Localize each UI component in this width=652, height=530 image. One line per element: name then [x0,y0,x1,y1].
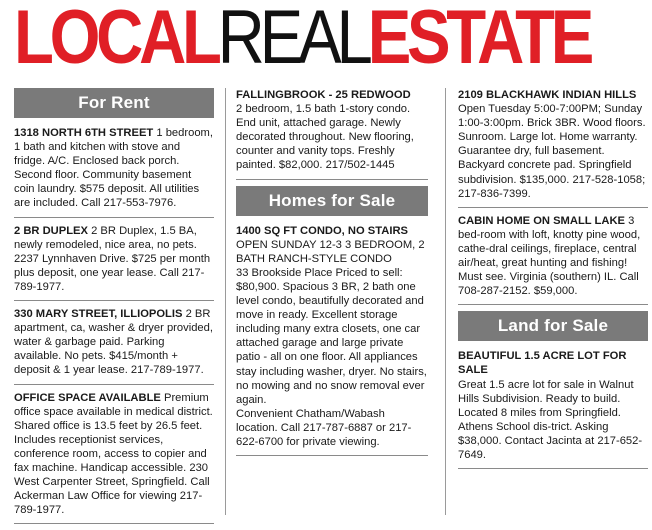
listing-title: 2 BR DUPLEX [14,224,88,237]
section-header-for-rent: For Rent [14,88,214,118]
listing [236,88,428,180]
listing-body: Open Tuesday 5:00-7:00PM; Sunday 1:00-3:00pm. Brick 3BR. Wood floors. Sunroom. Large lot. Home warranty. Guarantee dry, full basement. Backyard concrete pad. Springfield subdivision. $135,000. 217-528-1058; 217-836-7399. [458,103,646,200]
column-divider [225,88,226,515]
section-header-homes-for-sale: Homes for Sale [236,186,428,216]
listing-title: BEAUTIFUL 1.5 ACRE LOT FOR SALE [458,350,627,377]
listing [14,307,214,384]
listing [458,349,648,469]
listing [14,126,214,218]
listing [458,214,648,306]
listing-title: 330 MARY STREET, ILLIOPOLIS [14,308,183,321]
listing-body: 3 bed-room with loft, knotty pine wood, cathe-dral ceilings, fireplace, central air/heat, great hunting and fishing! Must see. Virginia (southern) IL. Call 708-287-2152. $59,000. [458,214,641,298]
column-right [458,86,648,475]
listing-body: OPEN SUNDAY 12-3 3 BEDROOM, 2 BATH RANCH-STYLE CONDO 33 Brookside Place Priced to sell: $80,900. Spacious 3 BR, 2 bath one level condo, beautifully decorated and move in ready. Excellent storage including many extra closets, one car attached garage and large private patio - all on one floor. All appliances stay including washer, dryer. No stairs, no mowing and no snow removal ever again. Convenient Chatham/Wabash location. Call 217-787-6887 or 217-622-6700 for private viewing. [236,238,427,448]
listing-body: Premium office space available in medical district. Shared office is 13.5 feet by 26.5 feet. Includes receptionist services, conference room, access to copier and fax machine. Handicap accessible. 230 West Carpenter Street, Springfield. Call Ackerman Law Office for viewing 217-789-1977. [14,391,213,517]
listing-title: 1400 SQ FT CONDO, NO STAIRS [236,224,408,237]
listing-body: 2 BR Duplex, 1.5 BA, newly remodeled, nice area, no pets. 2237 Lynnhaven Drive. $725 per month plus deposit, one year lease. Call 217-789-1977. [14,224,211,293]
listing-body: 2 BR apartment, ca, washer & dryer provided, water & garbage paid. Parking available. No pets. $415/month + deposit & 1 year lease. 217-789-1977. [14,308,213,377]
listing-title: FALLINGBROOK - 25 REDWOOD [236,89,411,101]
listing-body: 2 bedroom, 1.5 bath 1-story condo. End unit, attached garage. Newly decorated throughout. New flooring, counter and vanity tops. Freshly painted. $82,000. 217/502-1445 [236,103,414,172]
listing [236,224,428,457]
listing-title: CABIN HOME ON SMALL LAKE [458,214,625,227]
masthead [14,0,591,80]
column-rent [14,86,214,530]
listing [14,224,214,301]
column-middle [236,86,428,462]
listing-title: 2109 BLACKHAWK INDIAN HILLS [458,89,637,101]
column-divider [445,88,446,515]
section-header-land-for-sale: Land for Sale [458,311,648,341]
listing-title: 1318 NORTH 6TH STREET [14,127,154,139]
masthead-estate: ESTATE [367,0,591,80]
listing [14,391,214,525]
listing-title: OFFICE SPACE AVAILABLE [14,391,161,404]
listing-body: 1 bedroom, 1 bath and kitchen with stove and fridge. A/C. Enclosed back porch. Second floor. Community basement coin laundry. $575 deposit. All utilities are included. Call 217-553-7976. [14,127,213,210]
listing [458,88,648,208]
listing-body: Great 1.5 acre lot for sale in Walnut Hills Subdivision. Ready to build. Located 8 miles from Springfield. Athens School dis-trict. Asking $38,000. Contact Jacinta at 217-652-7649. [458,378,643,461]
masthead-local: LOCAL [14,0,218,80]
masthead-real: REAL [217,0,368,80]
